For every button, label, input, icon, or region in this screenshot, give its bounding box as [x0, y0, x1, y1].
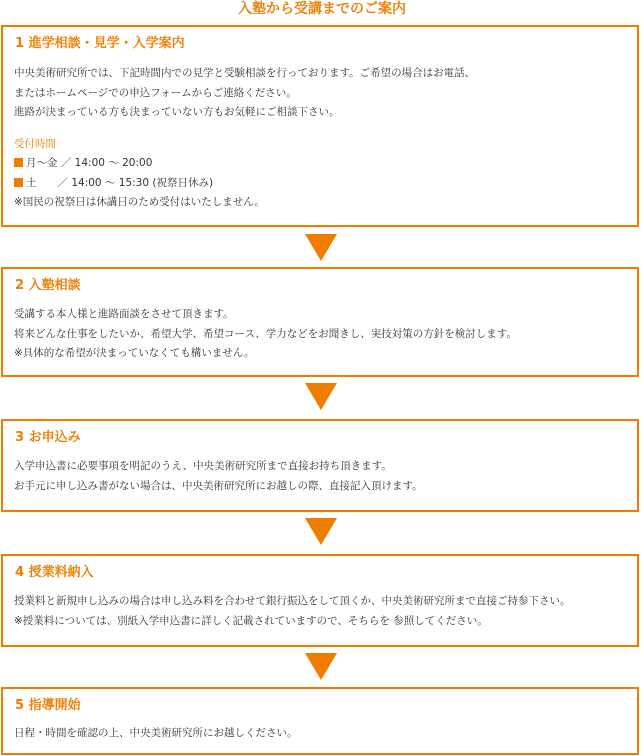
step-1-line-1: 中央美術研究所では、下記時間内での見学と受験相談を行っております。ご希望の場合はお電話、	[14, 67, 476, 79]
step-5-heading: 5 指導開始	[15, 698, 81, 713]
step-3-line-1: 入学申込書に必要事項を明記のうえ、中央美術研究所まで直接お持ち頂きます。	[14, 460, 392, 472]
step-1-line-2: またはホームページでの申込フォームからご連絡ください。	[14, 86, 297, 99]
reception-hours-label: 受付時間	[14, 137, 56, 150]
step-2-line-1: 受講する本人様と進路面談をさせて頂きます。	[14, 308, 234, 320]
step-2-box	[1, 267, 639, 377]
step-3-line-2: お手元に申し込み書がない場合は、中央美術研究所にお越しの際、直接記入頂けます。	[14, 479, 423, 492]
step-4-heading: 4 授業料納入	[15, 565, 94, 580]
reception-row-weekday	[14, 154, 631, 174]
step-4-line-1: 授業料と新規申し込みの場合は申し込み料を合わせて銀行振込をして頂くか、中央美術研究所まで直接ご持参下さい。	[14, 595, 571, 607]
reception-row-saturday	[14, 174, 631, 194]
step-1-line-3: 進路が決まっている方も決まっていない方もお気軽にご相談下さい。	[14, 106, 340, 118]
step-1-box	[1, 25, 639, 227]
reception-saturday-text: 土 ／ 14:00 〜 15:30 (祝祭日休み)	[26, 176, 214, 189]
bullet-square-icon	[14, 178, 23, 187]
reception-weekday-text: 月〜金 ／ 14:00 〜 20:00	[26, 157, 153, 169]
step-5-body	[14, 724, 631, 744]
step-4-box	[1, 554, 639, 647]
step-2-line-2: 将来どんな仕事をしたいか、希望大学、希望コース、学力などをお聞きし、実技対策の方針を検討します。	[14, 327, 517, 340]
step-4-body	[14, 592, 631, 631]
bullet-square-icon	[14, 158, 23, 167]
down-arrow-icon	[305, 653, 337, 680]
down-arrow-icon	[305, 234, 337, 261]
step-3-box	[1, 419, 639, 512]
step-3-body	[14, 457, 631, 496]
step-5-line-1: 日程・時間を確認の上、中央美術研究所にお越しください。	[14, 727, 298, 739]
page-title: 入塾から受講までのご案内	[238, 1, 406, 17]
step-5-box	[1, 687, 639, 755]
step-3-heading: 3 お申込み	[15, 430, 81, 445]
step-2-body	[14, 305, 631, 364]
step-2-heading: 2 入塾相談	[15, 278, 81, 293]
step-1-body	[14, 64, 631, 213]
step-4-line-2: ※授業料については、別紙入学申込書に詳しく記載されていますので、そちらを 参照してください。	[14, 614, 488, 627]
reception-note: ※国民の祝祭日は休講日のため受付はいたしません。	[14, 196, 265, 208]
step-1-heading: 1 進学相談・見学・入学案内	[15, 36, 185, 51]
down-arrow-icon	[305, 383, 337, 410]
step-2-line-3: ※具体的な希望が決まっていなくても構いません。	[14, 347, 255, 359]
down-arrow-icon	[305, 518, 337, 545]
